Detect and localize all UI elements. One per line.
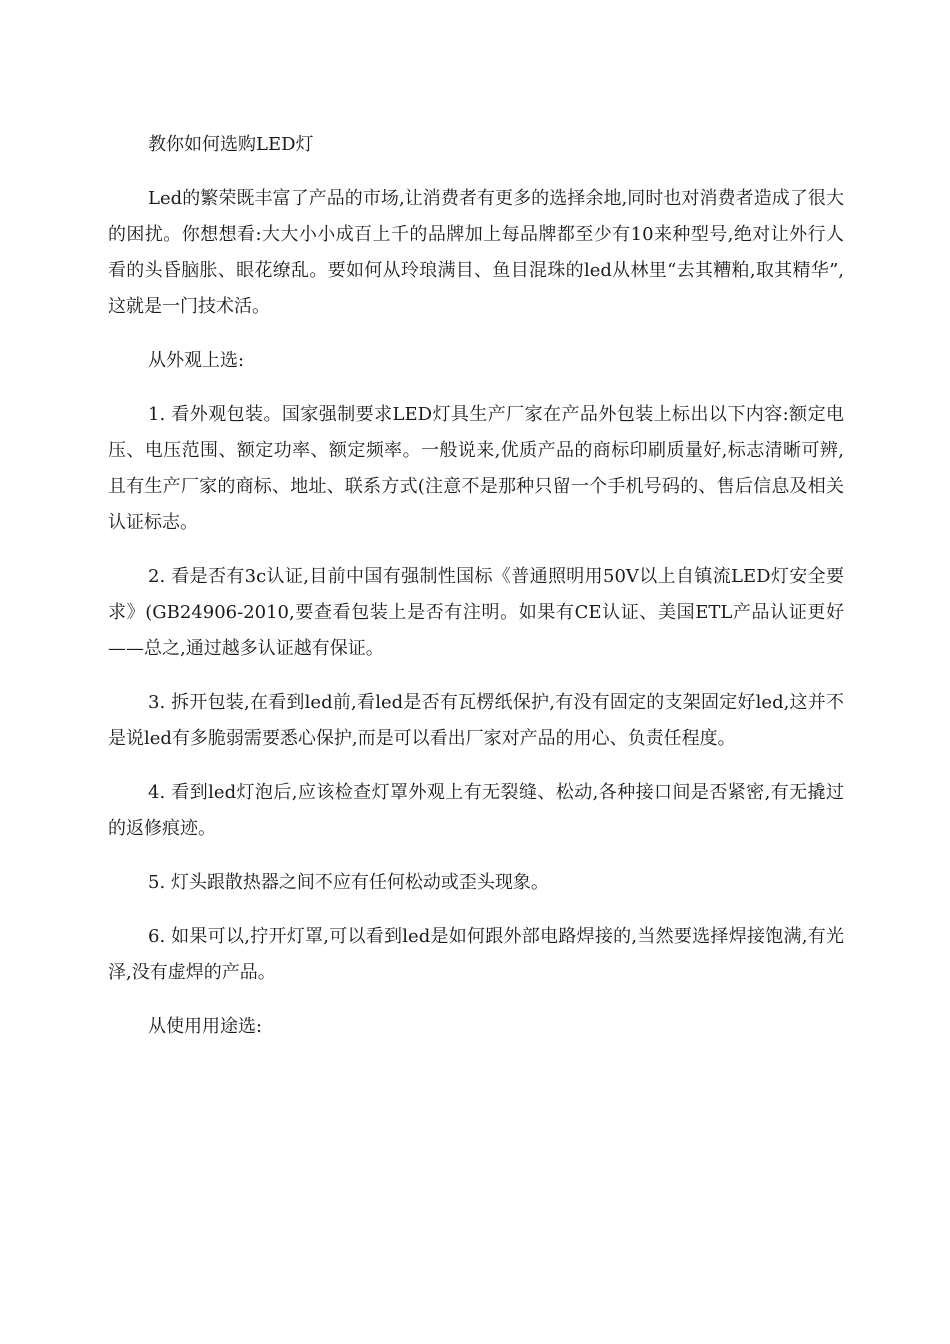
list-item: 2. 看是否有3c认证,目前中国有强制性国标《普通照明用50V以上自镇流LED灯安全要求》(GB24906-2010,要查看包装上是否有注明。如果有CE认证、美国ETL产品认证更好——总之,通过越多认证越有保证。 (108, 566, 844, 659)
document-title: 教你如何选购LED灯 (148, 134, 314, 155)
list-item: 4. 看到led灯泡后,应该检查灯罩外观上有无裂缝、松动,各种接口间是否紧密,有无撬过的返修痕迹。 (108, 782, 844, 839)
list-item: 1. 看外观包装。国家强制要求LED灯具生产厂家在产品外包装上标出以下内容:额定电压、电压范围、额定功率、额定频率。一般说来,优质产品的商标印刷质量好,标志清晰可辨,且有生产厂家的商标、地址、联系方式(注意不是那种只留一个手机号码的、售后信息及相关认证标志。 (108, 404, 844, 533)
list-item: 5. 灯头跟散热器之间不应有任何松动或歪头现象。 (148, 872, 549, 893)
intro-paragraph: Led的繁荣既丰富了产品的市场,让消费者有更多的选择余地,同时也对消费者造成了很大的困扰。你想想看:大大小小成百上千的品牌加上每品牌都至少有10来种型号,绝对让外行人看的头昏脑胀、眼花缭乱。要如何从玲琅满目、鱼目混珠的led从林里“去其糟粕,取其精华”,这就是一门技术活。 (108, 188, 844, 317)
document-body (108, 127, 844, 1063)
list-item: 3. 拆开包装,在看到led前,看led是否有瓦楞纸保护,有没有固定的支架固定好led,这并不是说led有多脆弱需要悉心保护,而是可以看出厂家对产品的用心、负责任程度。 (108, 692, 844, 749)
list-item: 6. 如果可以,拧开灯罩,可以看到led是如何跟外部电路焊接的,当然要选择焊接饱满,有光泽,没有虚焊的产品。 (108, 926, 844, 983)
section-heading-usage: 从使用用途选: (148, 1016, 263, 1037)
section-heading-appearance: 从外观上选: (148, 350, 245, 371)
